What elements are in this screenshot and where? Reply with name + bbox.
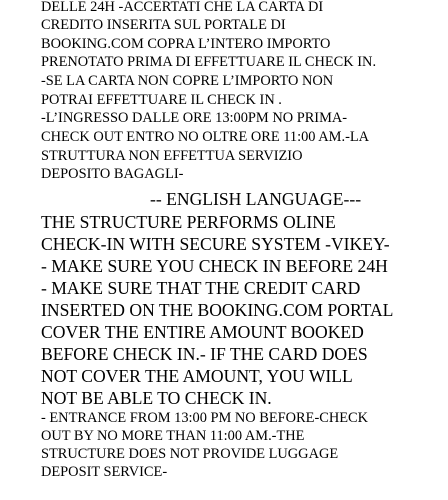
english-small-line: STRUCTURE DOES NOT PROVIDE LUGGAGE — [41, 446, 339, 462]
english-line: BEFORE CHECK IN.- IF THE CARD DOES — [41, 344, 368, 364]
italian-line: DELLE 24H -ACCERTATI CHE LA CARTA DI — [41, 0, 324, 15]
english-small-line: OUT BY NO MORE THAN 11:00 AM.-THE — [41, 428, 305, 444]
italian-line: BOOKING.COM COPRA L’INTERO IMPORTO — [41, 36, 331, 52]
italian-line: DEPOSITO BAGAGLI- — [41, 166, 184, 182]
italian-line: CREDITO INSERITA SUL PORTALE DI — [41, 17, 286, 33]
english-line: - MAKE SURE THAT THE CREDIT CARD — [41, 278, 361, 298]
english-line: NOT COVER THE AMOUNT, YOU WILL — [41, 366, 353, 386]
english-line: COVER THE ENTIRE AMOUNT BOOKED — [41, 322, 364, 342]
english-line: THE STRUCTURE PERFORMS OLINE — [41, 212, 336, 232]
english-line: - MAKE SURE YOU CHECK IN BEFORE 24H — [41, 256, 388, 276]
italian-line: PRENOTATO PRIMA DI EFFETTUARE IL CHECK IN. — [41, 54, 377, 70]
italian-line: -SE LA CARTA NON COPRE L’IMPORTO NON — [41, 73, 334, 89]
italian-line: POTRAI EFFETTUARE IL CHECK IN . — [41, 92, 282, 108]
english-line: CHECK-IN WITH SECURE SYSTEM -VIKEY- — [41, 234, 390, 254]
english-small-line: - ENTRANCE FROM 13:00 PM NO BEFORE-CHECK — [41, 410, 369, 426]
english-line: NOT BE ABLE TO CHECK IN. — [41, 388, 272, 408]
italian-line: STRUTTURA NON EFFETTUA SERVIZIO — [41, 148, 303, 164]
italian-line: CHECK OUT ENTRO NO OLTRE ORE 11:00 AM.-LA — [41, 129, 370, 145]
english-section-header: -- ENGLISH LANGUAGE--- — [150, 189, 362, 209]
english-line: INSERTED ON THE BOOKING.COM PORTAL — [41, 300, 394, 320]
english-small-line: DEPOSIT SERVICE- — [41, 464, 168, 480]
italian-line: -L’INGRESSO DALLE ORE 13:00PM NO PRIMA- — [41, 110, 348, 126]
